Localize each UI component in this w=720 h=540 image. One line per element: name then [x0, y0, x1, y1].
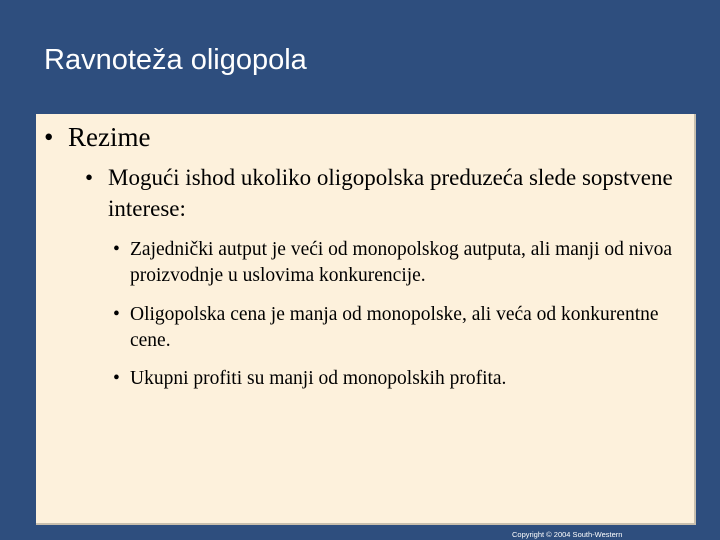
- bullet-icon: •: [85, 165, 94, 190]
- bullet-level1: [44, 120, 150, 154]
- bullet-level3-text: Oligopolska cena je manja od monopolske, ali veća od konkurentne cene.: [130, 304, 659, 351]
- bullet-level3-item: [113, 237, 683, 289]
- bullet-level2: [65, 162, 685, 224]
- bullet-level3-item: [113, 302, 683, 354]
- slide-title: Ravnoteža oligopola: [44, 44, 307, 76]
- content-panel: [36, 114, 696, 525]
- bullet-level3-item: [113, 366, 683, 392]
- bullet-icon: •: [44, 122, 54, 152]
- bullet-level1-text: Rezime: [68, 122, 151, 152]
- bullet-icon: •: [113, 368, 120, 389]
- bullet-icon: •: [113, 239, 120, 260]
- bullet-level2-text: Mogući ishod ukoliko oligopolska preduzeća slede sopstvene interese:: [108, 165, 673, 221]
- bullet-level3-text: Zajednički autput je veći od monopolskog autputa, ali manji od nivoa proizvodnje u uslovima konkurencije.: [130, 239, 673, 286]
- copyright-notice: Copyright © 2004 South-Western: [512, 530, 623, 539]
- bullet-level3-text: Ukupni profiti su manji od monopolskih profita.: [130, 368, 507, 389]
- bullet-icon: •: [113, 304, 120, 325]
